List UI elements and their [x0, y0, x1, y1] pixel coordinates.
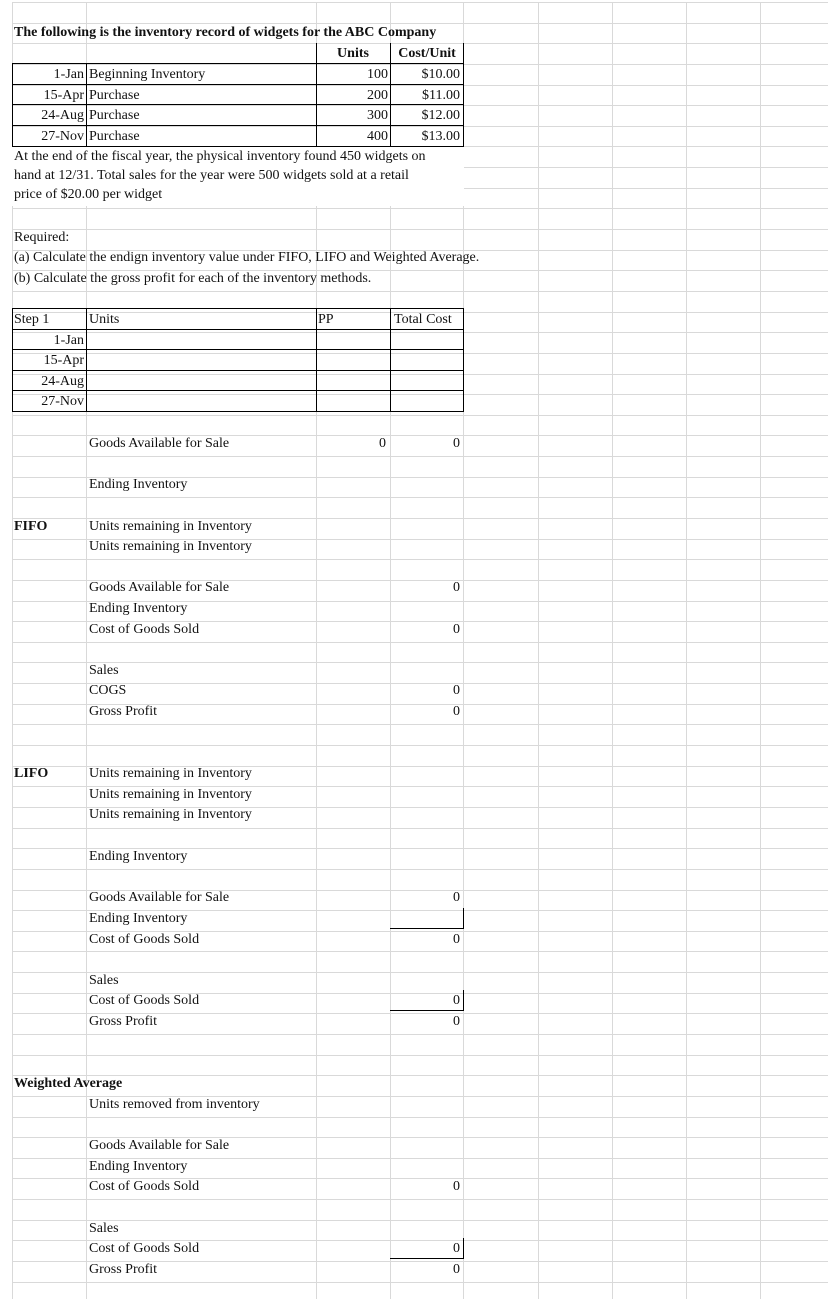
border-line [12, 411, 464, 412]
header-units[interactable]: Units [337, 46, 369, 61]
record-cost[interactable]: $13.00 [421, 129, 460, 144]
header-cost-unit[interactable]: Cost/Unit [398, 46, 456, 61]
fifo-cogs-label[interactable]: Cost of Goods Sold [89, 622, 200, 637]
lifo-cogs-value[interactable]: 0 [453, 932, 460, 947]
lifo-gross-profit-value[interactable]: 0 [453, 1014, 460, 1029]
lifo-cogs2-label[interactable]: Cost of Goods Sold [89, 993, 200, 1008]
border-line [12, 390, 464, 391]
required-a[interactable]: (a) Calculate the endign inventory value under FIFO, LIFO and Weighted Average. [14, 250, 480, 265]
border-line [390, 308, 391, 412]
border-line [463, 43, 464, 64]
lifo-gafs-value[interactable]: 0 [453, 890, 460, 905]
border-line [12, 370, 464, 371]
border-line [463, 908, 464, 929]
wa-cogs-value[interactable]: 0 [453, 1179, 460, 1194]
border-line [463, 990, 464, 1011]
record-units[interactable]: 100 [367, 67, 388, 82]
step-label[interactable]: Step 1 [14, 312, 50, 327]
wa-gross-profit-value[interactable]: 0 [453, 1262, 460, 1277]
lifo-cogs-label[interactable]: Cost of Goods Sold [89, 932, 200, 947]
fifo-cogs2-label[interactable]: COGS [89, 683, 127, 698]
wa-gafs-label[interactable]: Goods Available for Sale [89, 1138, 230, 1153]
wa-cogs-label[interactable]: Cost of Goods Sold [89, 1179, 200, 1194]
paragraph-line[interactable]: hand at 12/31. Total sales for the year were 500 widgets sold at a retail [14, 168, 409, 183]
fifo-units-remaining[interactable]: Units remaining in Inventory [89, 539, 252, 554]
border-line [12, 146, 464, 147]
border-line [390, 43, 391, 64]
border-line [12, 104, 464, 105]
wa-units-removed-label[interactable]: Units removed from inventory [89, 1097, 260, 1112]
record-cost[interactable]: $11.00 [422, 88, 460, 103]
record-cost[interactable]: $12.00 [421, 108, 460, 123]
record-units[interactable]: 300 [367, 108, 388, 123]
border-line [12, 125, 464, 126]
record-date[interactable]: 15-Apr [43, 88, 84, 103]
border-line [463, 63, 464, 147]
step-date[interactable]: 1-Jan [53, 333, 84, 348]
border-line [390, 928, 464, 929]
fifo-units-remaining[interactable]: Units remaining in Inventory [89, 519, 252, 534]
step-date[interactable]: 15-Apr [43, 353, 84, 368]
lifo-sales-label[interactable]: Sales [89, 973, 119, 988]
wa-gross-profit-label[interactable]: Gross Profit [89, 1262, 158, 1277]
border-line [390, 1010, 464, 1011]
border-line [12, 63, 464, 64]
step-date[interactable]: 27-Nov [41, 394, 84, 409]
record-description[interactable]: Purchase [89, 88, 140, 103]
lifo-units-remaining[interactable]: Units remaining in Inventory [89, 807, 252, 822]
step-pp-header[interactable]: PP [318, 312, 334, 327]
required-heading[interactable]: Required: [14, 230, 70, 245]
sheet-title[interactable]: The following is the inventory record of widgets for the ABC Company [14, 25, 437, 40]
border-line [12, 308, 13, 412]
step-date[interactable]: 24-Aug [41, 374, 84, 389]
fifo-cogs2-value[interactable]: 0 [453, 683, 460, 698]
record-units[interactable]: 400 [367, 129, 388, 144]
border-line [390, 1258, 464, 1259]
paragraph-line[interactable]: At the end of the fiscal year, the physical inventory found 450 widgets on [14, 149, 426, 164]
fifo-cogs-value[interactable]: 0 [453, 622, 460, 637]
border-line [463, 1238, 464, 1259]
lifo-label[interactable]: LIFO [14, 766, 49, 781]
fifo-ending-inventory-label[interactable]: Ending Inventory [89, 601, 188, 616]
border-line [316, 308, 317, 412]
step-total-cost-header[interactable]: Total Cost [394, 312, 452, 327]
border-line [12, 63, 13, 147]
record-description[interactable]: Purchase [89, 108, 140, 123]
required-b[interactable]: (b) Calculate the gross profit for each of the inventory methods. [14, 271, 372, 286]
wa-sales-label[interactable]: Sales [89, 1221, 119, 1236]
gafs-label[interactable]: Goods Available for Sale [89, 436, 230, 451]
record-description[interactable]: Purchase [89, 129, 140, 144]
record-description[interactable]: Beginning Inventory [89, 67, 206, 82]
record-date[interactable]: 1-Jan [53, 67, 84, 82]
fifo-label[interactable]: FIFO [14, 519, 48, 534]
fifo-gafs-label[interactable]: Goods Available for Sale [89, 580, 230, 595]
record-units[interactable]: 200 [367, 88, 388, 103]
border-line [316, 63, 317, 147]
border-line [316, 43, 317, 64]
fifo-gross-profit-value[interactable]: 0 [453, 704, 460, 719]
lifo-cogs2-value[interactable]: 0 [453, 993, 460, 1008]
wa-cogs2-value[interactable]: 0 [453, 1241, 460, 1256]
border-line [12, 349, 464, 350]
wa-ending-inventory-label[interactable]: Ending Inventory [89, 1159, 188, 1174]
border-line [86, 63, 87, 147]
wa-cogs2-label[interactable]: Cost of Goods Sold [89, 1241, 200, 1256]
record-date[interactable]: 27-Nov [41, 129, 84, 144]
step-units-header[interactable]: Units [89, 312, 120, 327]
paragraph-line[interactable]: price of $20.00 per widget [14, 187, 163, 202]
border-line [12, 308, 464, 309]
ending-inventory-label[interactable]: Ending Inventory [89, 477, 188, 492]
lifo-units-remaining[interactable]: Units remaining in Inventory [89, 787, 252, 802]
border-line [12, 329, 464, 330]
weighted-average-label[interactable]: Weighted Average [14, 1076, 123, 1091]
border-line [12, 84, 464, 85]
lifo-gross-profit-label[interactable]: Gross Profit [89, 1014, 158, 1029]
fifo-gross-profit-label[interactable]: Gross Profit [89, 704, 158, 719]
border-line [390, 63, 391, 147]
fifo-gafs-value[interactable]: 0 [453, 580, 460, 595]
record-date[interactable]: 24-Aug [41, 108, 84, 123]
lifo-ending-inventory-label[interactable]: Ending Inventory [89, 849, 188, 864]
gafs-total-value[interactable]: 0 [453, 436, 460, 451]
fifo-sales-label[interactable]: Sales [89, 663, 119, 678]
gafs-pp-value[interactable]: 0 [379, 436, 386, 451]
lifo-gafs-label[interactable]: Goods Available for Sale [89, 890, 230, 905]
border-line [463, 308, 464, 412]
lifo-ending-inventory-label[interactable]: Ending Inventory [89, 911, 188, 926]
border-line [86, 308, 87, 412]
record-cost[interactable]: $10.00 [421, 67, 460, 82]
lifo-units-remaining[interactable]: Units remaining in Inventory [89, 766, 252, 781]
